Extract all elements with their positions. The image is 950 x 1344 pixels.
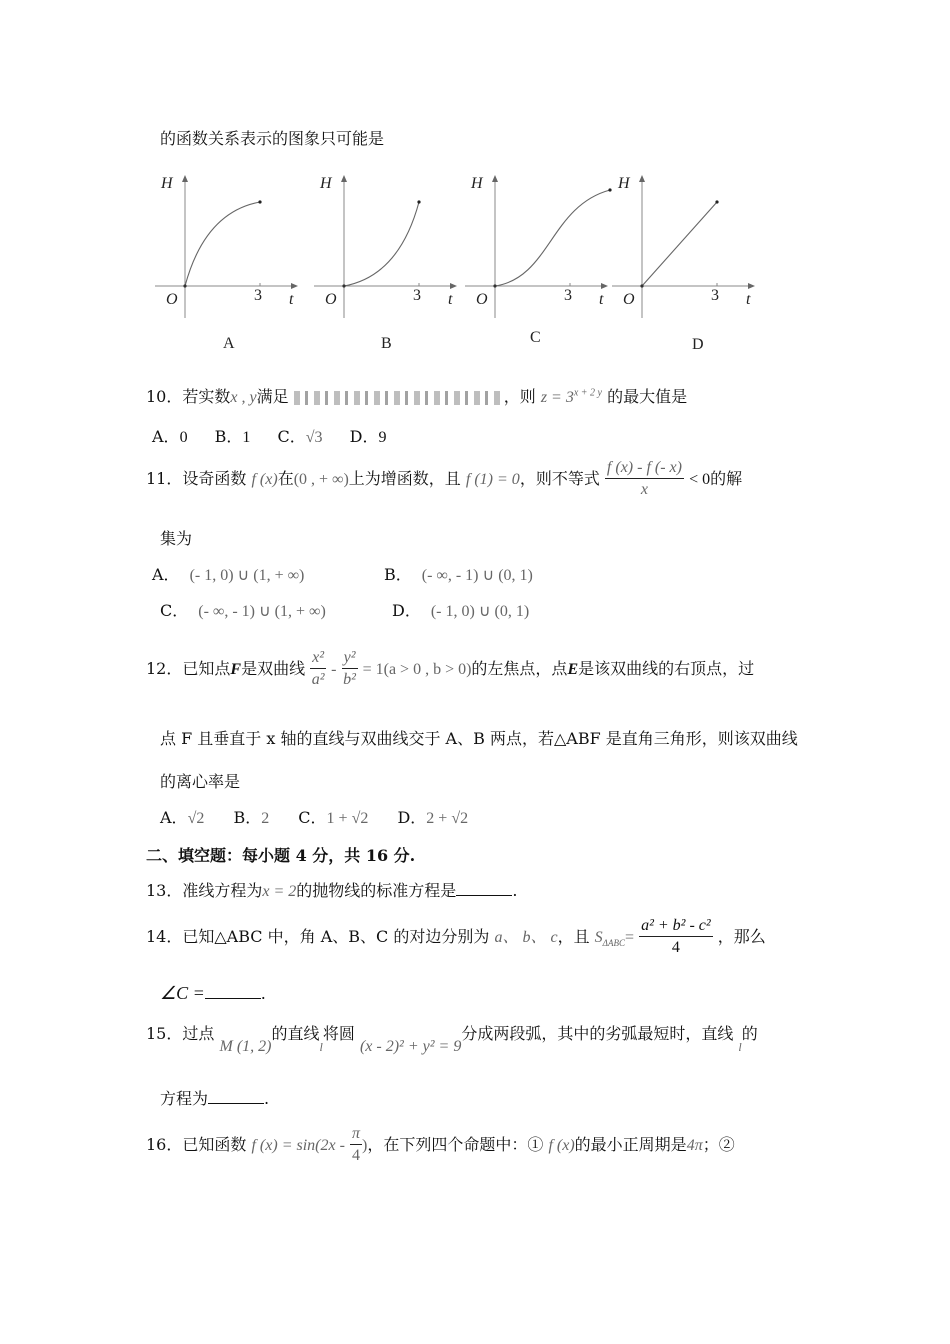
q10-option-c: √3	[305, 429, 323, 446]
q12-option-d-label: D．	[397, 808, 427, 827]
q15-line2-text: 方程为	[160, 1089, 209, 1108]
origin-point	[493, 284, 496, 287]
end-point	[258, 200, 261, 203]
q16-fraction	[350, 1124, 362, 1167]
question-number: 16．	[146, 1135, 183, 1154]
q12-frac-x	[310, 648, 326, 691]
q11-ineq: < 0	[689, 471, 711, 488]
fraction-denominator: x	[640, 481, 648, 498]
question-number: 10．	[146, 387, 183, 406]
q10-pre: 若实数	[182, 387, 231, 406]
q14-c: ，那么	[717, 927, 766, 946]
fraction-denominator: 4	[671, 939, 680, 956]
question-14	[146, 916, 766, 959]
graph-option-a	[150, 172, 300, 362]
q15-end: .	[264, 1089, 270, 1108]
q11-option-d: (- 1, 0) ∪ (0, 1)	[430, 603, 530, 620]
question-number: 11．	[146, 469, 183, 488]
q12-option-d: 2 + √2	[426, 810, 469, 827]
q12-a3: 的左焦点，点	[471, 659, 568, 678]
q10-post2: 的最大值是	[607, 387, 688, 406]
q16-c: 的最小正周期是	[574, 1135, 687, 1154]
q12-frac-y	[342, 648, 358, 691]
h-axis-label: H	[320, 175, 332, 192]
question-number: 14．	[146, 927, 183, 946]
q15-d: 分成两段弧，其中的劣弧最短时，直线	[461, 1024, 734, 1043]
q10-option-c-label: C．	[277, 427, 306, 446]
q14-end: .	[260, 984, 266, 1003]
q16-period: 4π	[686, 1137, 703, 1154]
origin-point	[183, 284, 186, 287]
height-curve	[185, 202, 260, 286]
origin-point	[342, 284, 345, 287]
question-15	[146, 1021, 758, 1055]
q11-option-a: (- 1, 0) ∪ (1, + ∞)	[189, 567, 305, 584]
question-number: 13．	[146, 881, 183, 900]
fraction-numerator: x²	[310, 648, 326, 669]
q10-option-d-label: D．	[349, 427, 379, 446]
q14-eq: =	[624, 929, 634, 946]
q10-option-b: 1	[242, 429, 251, 446]
graph-option-d	[608, 172, 758, 362]
q16-fx: f (x)	[548, 1137, 575, 1154]
x-axis-arrow	[450, 283, 457, 289]
t-axis-label: t	[599, 291, 604, 308]
q16-f: f (x) = sin(2x -	[251, 1137, 345, 1154]
q10-vars: x , y	[230, 389, 257, 406]
option-letter: A	[223, 335, 235, 352]
q11-option-b: (- ∞, - 1) ∪ (0, 1)	[421, 567, 533, 584]
origin-label: O	[166, 291, 178, 308]
section-2-title: 二、填空题：每小题 4 分，共 16 分.	[146, 846, 416, 865]
y-axis-arrow	[492, 175, 498, 182]
option-letter: D	[692, 336, 704, 353]
end-point	[417, 200, 420, 203]
q11-c: 上为增函数，且	[348, 469, 461, 488]
h-axis-label: H	[161, 175, 173, 192]
origin-label: O	[476, 291, 488, 308]
question-number: 15．	[146, 1024, 183, 1043]
q12-option-c-label: C．	[298, 808, 327, 827]
y-axis-arrow	[639, 175, 645, 182]
origin-label: O	[623, 291, 635, 308]
q14-b: ，且	[557, 927, 590, 946]
q16-b: ，在下列四个命题中：①	[367, 1135, 544, 1154]
fraction-denominator: a²	[311, 671, 325, 688]
fraction-numerator: f (x) - f (- x)	[605, 458, 684, 479]
q11-options-row2	[160, 598, 326, 621]
option-letter: B	[381, 335, 392, 352]
q16-close: )	[362, 1137, 368, 1154]
q12-line3: 的离心率是	[160, 772, 241, 791]
q15-l2: l	[738, 1040, 742, 1054]
q15-c: 将圆	[322, 1024, 355, 1043]
fraction-numerator: y²	[342, 648, 358, 669]
tick-label: 3	[564, 287, 572, 304]
t-axis-label: t	[289, 291, 294, 308]
answer-blank[interactable]	[456, 881, 512, 896]
q12-option-c: 1 + √2	[326, 810, 369, 827]
origin-point	[640, 284, 643, 287]
q12-option-a-label: A．	[160, 808, 188, 827]
q10-exponent: x + 2 y	[573, 387, 602, 399]
t-axis-label: t	[746, 291, 751, 308]
fraction-numerator: π	[350, 1124, 362, 1145]
q11-option-a-label: A．	[152, 565, 180, 584]
q14-fraction	[639, 916, 713, 959]
fraction-denominator: 4	[352, 1147, 361, 1164]
q11-option-b-label: B．	[384, 565, 412, 584]
q10-post1: ，则	[503, 387, 536, 406]
tick-label: 3	[413, 287, 421, 304]
graph-option-c	[460, 172, 610, 362]
q14-line2	[160, 983, 266, 1004]
q12-option-b: 2	[261, 810, 270, 827]
q12-option-a: √2	[187, 810, 205, 827]
q11-fraction	[605, 458, 684, 501]
q10-options	[152, 424, 386, 447]
point-E: E	[567, 661, 579, 678]
q11-b: 在	[277, 469, 294, 488]
q15-e: 的	[741, 1024, 758, 1043]
tick-label: 3	[711, 287, 719, 304]
height-curve	[642, 202, 717, 286]
h-axis-label: H	[618, 175, 630, 192]
q14-sides: a、 b、 c	[494, 929, 558, 946]
q14-S: S	[594, 929, 603, 946]
q11-f1: f (1) = 0	[465, 471, 520, 488]
q11-option-c-label: C．	[160, 601, 189, 620]
answer-blank[interactable]	[205, 984, 261, 999]
q12-option-b-label: B．	[233, 808, 262, 827]
angle-C: ∠C =	[160, 983, 205, 1003]
q10-expr: z = 3	[540, 389, 574, 406]
q11-e: 的解	[710, 469, 743, 488]
fraction-denominator: b²	[343, 671, 356, 688]
q11-option-c: (- ∞, - 1) ∪ (1, + ∞)	[198, 603, 326, 620]
q15-a: 过点	[182, 1024, 215, 1043]
height-curve	[495, 190, 610, 286]
question-number: 12．	[146, 659, 183, 678]
t-axis-label: t	[448, 291, 453, 308]
q12-minus: -	[331, 661, 337, 678]
question-16	[146, 1124, 735, 1167]
q10-mid: 满足	[256, 387, 289, 406]
q10-option-b-label: B．	[214, 427, 243, 446]
graph-option-b	[308, 172, 458, 362]
x-axis-arrow	[748, 283, 755, 289]
tick-label: 3	[254, 287, 262, 304]
q16-d: ；②	[702, 1135, 735, 1154]
q10-option-a-label: A．	[152, 427, 180, 446]
origin-label: O	[325, 291, 337, 308]
q13-b: 的抛物线的标准方程是	[296, 881, 457, 900]
q11-line2: 集为	[160, 529, 193, 548]
garbled-constraints	[294, 391, 504, 405]
fraction-numerator: a² + b² - c²	[639, 916, 713, 937]
question-12	[146, 648, 754, 691]
q12-options	[160, 805, 468, 828]
end-point	[715, 200, 718, 203]
y-axis-arrow	[182, 175, 188, 182]
q15-M: M (1, 2)	[219, 1038, 272, 1055]
q11-a: 设奇函数	[182, 469, 247, 488]
q15-l: l	[319, 1040, 323, 1054]
x-axis-arrow	[601, 283, 608, 289]
q12-cond: = 1(a > 0 , b > 0)	[362, 661, 472, 678]
q13-end: .	[512, 881, 518, 900]
h-axis-label: H	[471, 175, 483, 192]
q15-b: 的直线	[271, 1024, 320, 1043]
y-axis-arrow	[341, 175, 347, 182]
intro-text: 的函数关系表示的图象只可能是	[160, 129, 385, 148]
q11-fx: f (x)	[251, 471, 278, 488]
q11-interval: (0 , + ∞)	[293, 471, 349, 488]
point-F: F	[230, 661, 242, 678]
q12-a4: 是该双曲线的右顶点，过	[578, 659, 755, 678]
q11-options-row1b	[384, 562, 533, 585]
q14-S-sub: ΔABC	[602, 938, 625, 949]
q11-d: ，则不等式	[519, 469, 600, 488]
q10-option-a: 0	[179, 429, 188, 446]
q16-a: 已知函数	[182, 1135, 247, 1154]
q15-line2	[160, 1086, 269, 1109]
q11-option-d-label: D．	[392, 601, 421, 620]
q12-a2: 是双曲线	[241, 659, 306, 678]
option-letter: C	[530, 329, 541, 346]
q13-expr: x = 2	[262, 883, 297, 900]
height-curve	[344, 202, 419, 286]
question-11	[146, 458, 742, 501]
q13-a: 准线方程为	[182, 881, 263, 900]
q12-a1: 已知点	[182, 659, 231, 678]
q14-a: 已知△ABC 中，角 A、B、C 的对边分别为	[182, 927, 490, 946]
q15-circle: (x - 2)² + y² = 9	[359, 1038, 462, 1055]
x-axis-arrow	[291, 283, 298, 289]
q11-options-row2b	[392, 598, 529, 621]
q10-option-d: 9	[378, 429, 387, 446]
answer-blank[interactable]	[208, 1089, 264, 1104]
question-13	[146, 878, 517, 901]
q11-options-row1	[152, 562, 304, 585]
question-10	[146, 384, 687, 407]
q12-line2: 点 F 且垂直于 x 轴的直线与双曲线交于 A、B 两点，若△ABF 是直角三角形，则该双曲线	[160, 729, 798, 748]
